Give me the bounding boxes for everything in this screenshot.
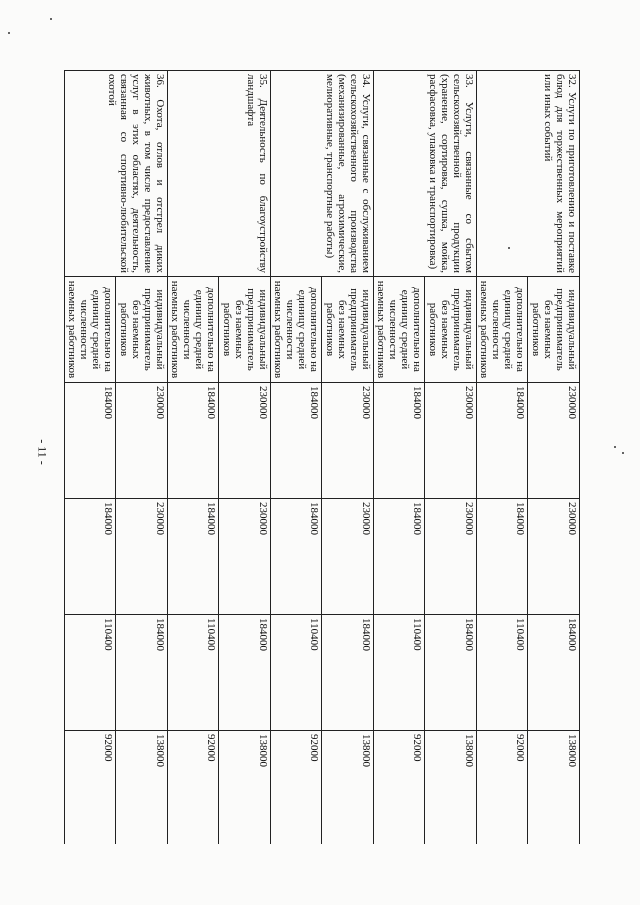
activity-cell: 33. Услуги, связанные со сбытом сельскохозяйственной продукции (хранение, сортировка, сушка, мойка, расфасовка, упаковка и транспортировка) (374, 71, 477, 277)
table-row (116, 71, 168, 845)
value-cell: 184000 (477, 383, 529, 499)
category-cell: индивидуальный предприниматель без наемных работников (322, 277, 374, 383)
scan-speck (8, 32, 10, 34)
value-cell: 230000 (219, 499, 271, 615)
table-row (322, 71, 374, 845)
activity-cell: 32. Услуги по приготовлению и поставке блюд для торжественных мероприятий или иных событий (477, 71, 580, 277)
category-cell: дополнительно на единицу средней численности наемных работников (271, 277, 323, 383)
category-cell: индивидуальный предприниматель без наемных работников (528, 277, 580, 383)
value-cell: 230000 (425, 499, 477, 615)
value-cell: 230000 (528, 499, 580, 615)
value-cell: 184000 (477, 499, 529, 615)
page-number: - 11 - (35, 439, 50, 465)
value-cell: 230000 (528, 383, 580, 499)
activity-cell: 35. Деятельность по благоустройству ландшафта (168, 71, 271, 277)
value-cell: 230000 (322, 499, 374, 615)
rates-table (64, 70, 580, 844)
value-cell: 92000 (374, 731, 426, 845)
value-cell: 184000 (219, 615, 271, 731)
category-cell: индивидуальный предприниматель без наемных работников (219, 277, 271, 383)
value-cell: 110400 (374, 615, 426, 731)
value-cell: 92000 (271, 731, 323, 845)
value-cell: 184000 (65, 499, 117, 615)
rotated-table-wrapper (64, 70, 580, 844)
value-cell: 184000 (374, 499, 426, 615)
value-cell: 138000 (425, 731, 477, 845)
table-row (219, 71, 271, 845)
value-cell: 184000 (425, 615, 477, 731)
value-cell: 138000 (219, 731, 271, 845)
value-cell: 184000 (168, 499, 220, 615)
activity-cell: 34. Услуги, связанные с обслуживанием сельскохозяйственного производства (механизированные, агрохимические, мелиоративные, транспортные работы) (271, 71, 374, 277)
value-cell: 184000 (322, 615, 374, 731)
table-row (425, 71, 477, 845)
value-cell: 138000 (322, 731, 374, 845)
scan-speck (614, 446, 616, 448)
value-cell: 92000 (477, 731, 529, 845)
scan-speck (622, 452, 624, 454)
category-cell: дополнительно на единицу средней численности наемных работников (477, 277, 529, 383)
value-cell: 184000 (116, 615, 168, 731)
value-cell: 92000 (168, 731, 220, 845)
value-cell: 110400 (168, 615, 220, 731)
value-cell: 184000 (528, 615, 580, 731)
value-cell: 184000 (65, 383, 117, 499)
category-cell: дополнительно на единицу средней численности наемных работников (374, 277, 426, 383)
table-row (528, 71, 580, 845)
category-cell: дополнительно на единицу средней численности наемных работников (65, 277, 117, 383)
value-cell: 92000 (65, 731, 117, 845)
scan-speck (50, 18, 52, 20)
value-cell: 230000 (116, 383, 168, 499)
category-cell: дополнительно на единицу средней численности наемных работников (168, 277, 220, 383)
value-cell: 110400 (271, 615, 323, 731)
value-cell: 138000 (116, 731, 168, 845)
value-cell: 184000 (271, 383, 323, 499)
value-cell: 110400 (65, 615, 117, 731)
value-cell: 230000 (322, 383, 374, 499)
activity-cell: 36. Охота, отлов и отстрел диких животных, в том числе предоставление услуг в этих областях, деятельность, связанная со спортивно-любительской охотой (65, 71, 168, 277)
scan-speck (508, 247, 510, 249)
value-cell: 230000 (219, 383, 271, 499)
value-cell: 110400 (477, 615, 529, 731)
value-cell: 138000 (528, 731, 580, 845)
value-cell: 230000 (116, 499, 168, 615)
value-cell: 184000 (374, 383, 426, 499)
value-cell: 230000 (425, 383, 477, 499)
value-cell: 184000 (271, 499, 323, 615)
document-table-area (64, 70, 580, 844)
category-cell: индивидуальный предприниматель без наемных работников (116, 277, 168, 383)
category-cell: индивидуальный предприниматель без наемных работников (425, 277, 477, 383)
value-cell: 184000 (168, 383, 220, 499)
